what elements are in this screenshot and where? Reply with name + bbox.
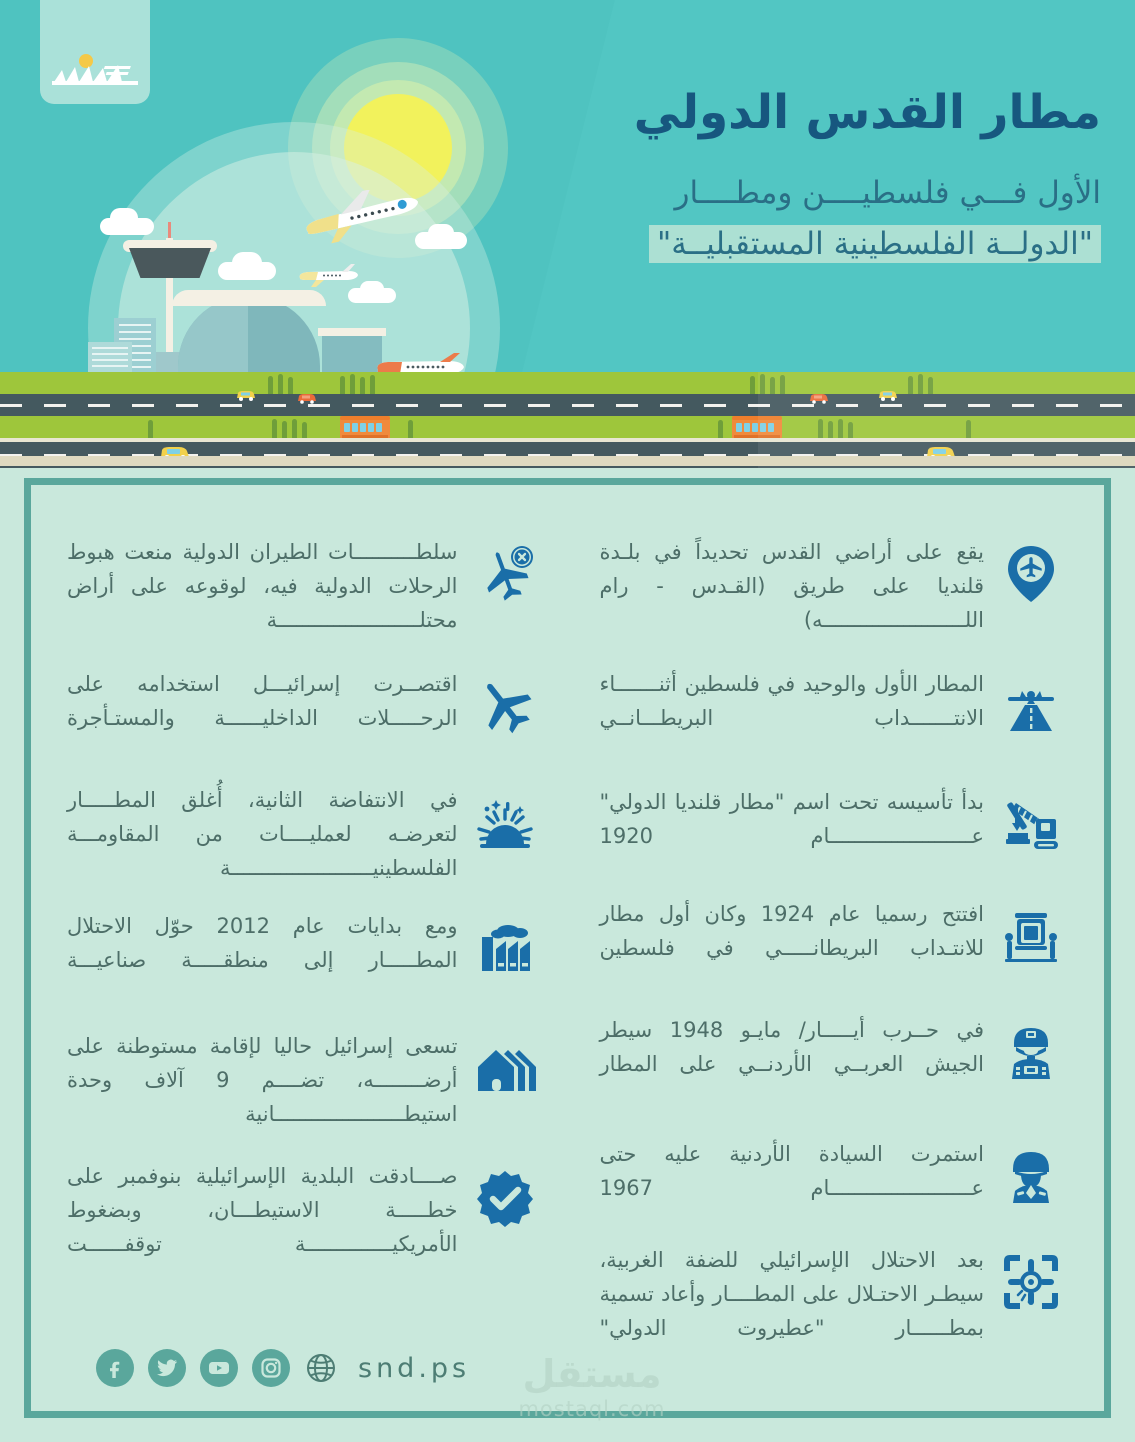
car-yellow (234, 388, 258, 402)
officer-icon (994, 1139, 1068, 1213)
cloud-2b (232, 252, 262, 274)
snd-logo-icon (52, 52, 138, 86)
tree (408, 420, 413, 440)
tree (750, 376, 755, 394)
verified-check-icon (468, 1161, 542, 1235)
list-item-text: سلطــــــــــات الطيران الدولية منعت هبوط الرحلات الدولية فيه، لوقوعه على أراض محتلـــــــــــــــــــــــة (67, 540, 458, 633)
tree (272, 419, 277, 440)
tree (718, 420, 723, 440)
tree (340, 376, 345, 394)
cloud-3b (428, 224, 454, 242)
list-item-text: افتتح رسميا عام 1924 وكان أول مطار للانتـداب البريطانـــــي في فلسطين (599, 902, 985, 961)
ribbon-cutting-icon (994, 899, 1068, 973)
tree (148, 420, 153, 440)
page-subtitle-line1: الأول فـــي فلسطيــــن ومطــــار (674, 175, 1101, 212)
left-column (31, 485, 568, 1411)
list-item (61, 667, 542, 743)
list-item (594, 1013, 1069, 1089)
list-item (61, 1029, 542, 1131)
brand-logo[interactable] (40, 0, 150, 104)
factory-icon (468, 911, 542, 985)
plane-large-icon (296, 190, 426, 244)
no-landing-plane-icon (468, 537, 542, 611)
list-item (61, 783, 542, 885)
list-item-text: في حــرب أيـــــار/ مايـو 1948 سيطر الجيش العربــي الأردنــي على المطار (599, 1018, 985, 1077)
tree (350, 374, 355, 394)
footer-social-bar (96, 1338, 556, 1398)
list-item (594, 535, 1069, 637)
list-item-text: استمرت السيادة الأردنية عليه حتى عـــــــــــــــــــــــام 1967 (599, 1142, 984, 1201)
tree (288, 377, 293, 394)
list-item (61, 909, 542, 985)
list-item (61, 1159, 542, 1261)
facebook-icon[interactable] (96, 1349, 134, 1387)
watermark-arabic: مستقل (522, 1352, 662, 1396)
list-item (594, 667, 1069, 743)
scene-shade-overlay (758, 372, 1135, 468)
target-crosshair-icon (994, 1245, 1068, 1319)
tree (360, 377, 365, 394)
tree (278, 374, 283, 394)
list-item-text: تسعى إسرائيل حاليا لإقامة مستوطنة على أرضــــــــه، تضــــم 9 آلاف وحدة استيطـــــــــــــــــــــانية (67, 1034, 458, 1127)
watermark-latin: mostaql.com (518, 1397, 666, 1421)
youtube-icon[interactable] (200, 1349, 238, 1387)
car-orange (296, 390, 318, 404)
list-item-text: في الانتفاضة الثانية، أُغلق المطـــــار لتعرضـه لعمليــــات من المقاومـــة الفلسطينيـــــــــــــــــــــــة (67, 788, 458, 881)
list-item-text: اقتصــرت إسرائيـــل استخدامه على الرحـــــلات الداخليــــــة والمستـأجرة (67, 672, 458, 731)
road-scene (0, 372, 1135, 466)
soldier-helmet-icon (994, 1015, 1068, 1089)
terminal-roof (172, 290, 326, 306)
tree (268, 376, 273, 394)
runway-plane-icon (994, 669, 1068, 743)
explosion-burst-icon (468, 785, 542, 859)
list-item (594, 785, 1069, 861)
plane-small-icon (296, 262, 360, 292)
header-bottom-strip (0, 456, 1135, 466)
airplane-icon (468, 669, 542, 743)
cloud-4b (360, 281, 384, 297)
list-item-text: بعد الاحتلال الإسرائيلي للضفة الغربية، سيطـر الاحتـلال على المطــــار وأعاد تسمية بمطــــــار "عطيروت الدولي" (599, 1248, 984, 1341)
website-url[interactable]: snd.ps (358, 1352, 471, 1384)
houses-icon (468, 1031, 542, 1105)
content-card (24, 478, 1111, 1421)
list-item (594, 1137, 1069, 1213)
list-item (594, 897, 1069, 973)
list-item-text: ومع بدايات عام 2012 حوّل الاحتلال المطـــــار إلى منطقـــــة صناعيـــة (67, 914, 458, 973)
twitter-icon[interactable] (148, 1349, 186, 1387)
page-title: مطار القدس الدولي (633, 85, 1101, 140)
list-item (61, 535, 542, 637)
title-block (481, 86, 1101, 263)
globe-icon[interactable] (304, 1351, 338, 1385)
page-subtitle-line2: "الدولــة الفلسطينية المستقبليــة" (649, 225, 1101, 263)
hangar-roof (318, 328, 386, 336)
list-item (594, 1243, 1069, 1345)
list-item-text: يقع على أراضي القدس تحديداً في بلـدة قلنديا على طريق (القـدس - رام اللـــــــــــــــــــــــه) (599, 540, 984, 633)
list-item-text: صــــادقت البلدية الإسرائيلية بنوفمبر على خطـــــة الاستيطـــان، وبضغوط الأمريكيــــــــــــــة توقفــــــت (67, 1164, 458, 1257)
crane-icon (994, 787, 1068, 861)
control-tower-icon (129, 248, 211, 278)
list-item-text: بدأ تأسيسه تحت اسم "مطار قلنديا الدولي" عـــــــــــــــــــــــام 1920 (599, 790, 984, 849)
instagram-icon[interactable] (252, 1349, 290, 1387)
tree (292, 419, 297, 440)
airport-building-b (88, 342, 132, 374)
list-item-text: المطار الأول والوحيد في فلسطين أثنـــــــاء الانتـــــــداب البريطـــانــي (599, 672, 984, 731)
location-pin-plane-icon (994, 537, 1068, 611)
cloud-1b (110, 208, 138, 228)
right-column (568, 485, 1105, 1411)
tree (370, 375, 375, 394)
